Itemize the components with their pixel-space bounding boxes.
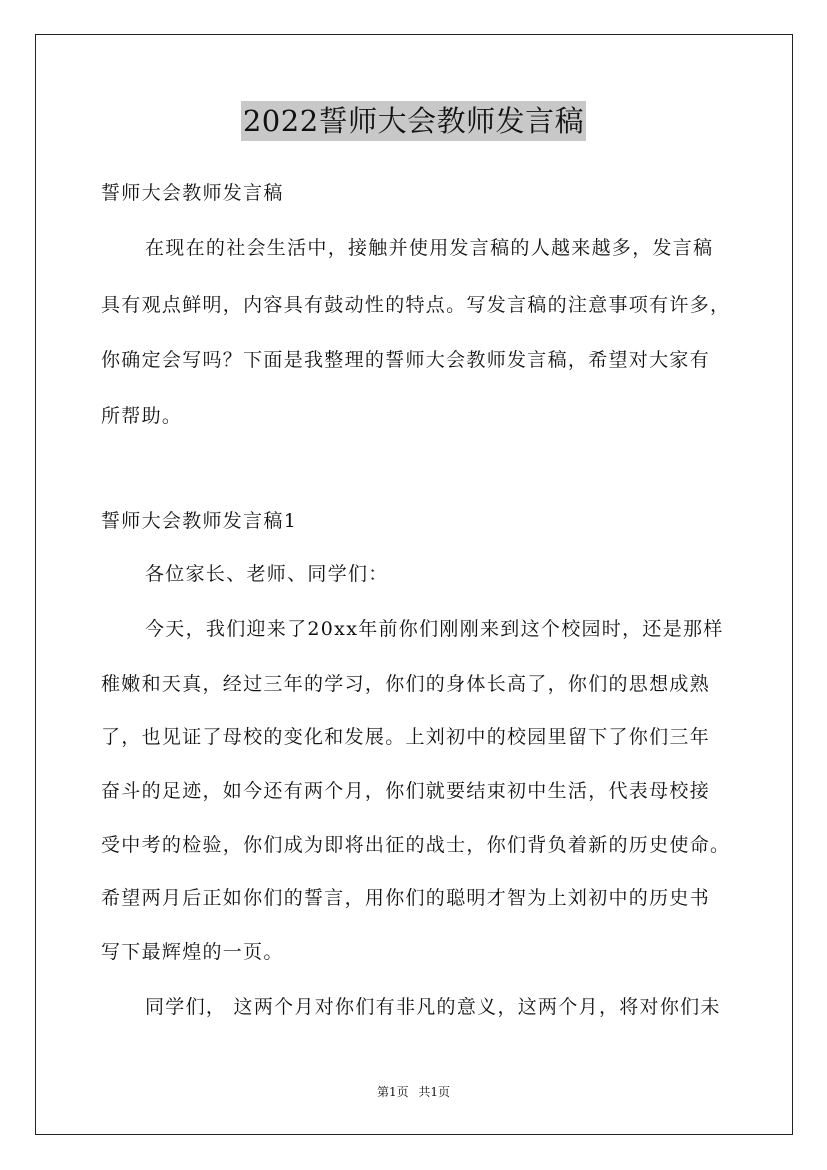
section-heading: 誓师大会教师发言稿1 bbox=[101, 510, 298, 532]
intro-line: 具有观点鲜明，内容具有鼓动性的特点。写发言稿的注意事项有许多， bbox=[101, 294, 731, 316]
document-subtitle: 誓师大会教师发言稿 bbox=[101, 182, 284, 204]
document-title: 2022誓师大会教师发言稿 bbox=[241, 101, 586, 141]
title-container bbox=[0, 101, 827, 141]
intro-line: 在现在的社会生活中，接触并使用发言稿的人越来越多，发言稿 bbox=[145, 237, 714, 259]
page-number: 第1页 bbox=[376, 1085, 409, 1099]
page-total: 共1页 bbox=[418, 1085, 451, 1099]
intro-line: 所帮助。 bbox=[101, 405, 183, 427]
paragraph-line: 同学们， 这两个月对你们有非凡的意义，这两个月，将对你们未 bbox=[145, 996, 721, 1018]
paragraph-line: 今天，我们迎来了20xx年前你们刚刚来到这个校园时，还是那样 bbox=[145, 618, 724, 640]
page-footer bbox=[0, 1084, 827, 1100]
paragraph-line: 稚嫩和天真，经过三年的学习，你们的身体长高了，你们的思想成熟 bbox=[101, 673, 711, 695]
intro-line: 你确定会写吗？下面是我整理的誓师大会教师发言稿，希望对大家有 bbox=[101, 349, 711, 371]
paragraph-line: 受中考的检验，你们成为即将出征的战士，你们背负着新的历史使命。 bbox=[101, 834, 731, 856]
greeting: 各位家长、老师、同学们： bbox=[145, 563, 389, 585]
paragraph-line: 了，也见证了母校的变化和发展。上刘初中的校园里留下了你们三年 bbox=[101, 726, 711, 748]
paragraph-line: 写下最辉煌的一页。 bbox=[101, 941, 284, 963]
paragraph-line: 希望两月后正如你们的誓言，用你们的聪明才智为上刘初中的历史书 bbox=[101, 887, 711, 909]
paragraph-line: 奋斗的足迹，如今还有两个月，你们就要结束初中生活，代表母校接 bbox=[101, 780, 711, 802]
